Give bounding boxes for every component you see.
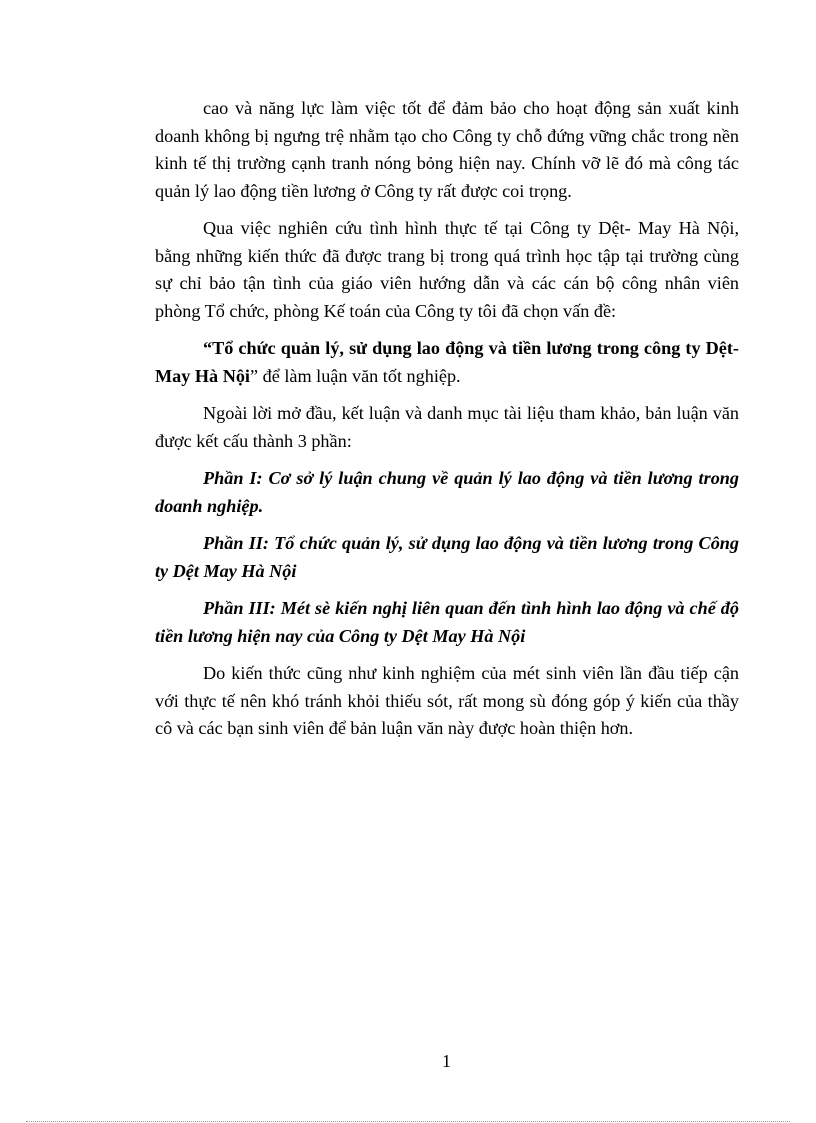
paragraph-intro-continuation: cao và năng lực làm việc tốt để đảm bảo cho hoạt động sản xuất kinh doanh không bị ngưng trệ nhằm tạo cho Công ty chỗ đứng vững chắc trong nền kinh tế thị trường cạnh tranh nóng bỏng hiện nay. Chính vỡ lẽ đó mà công tác quản lý lao động tiền lương ở Công ty rất được coi trọng.: [155, 98, 739, 201]
paragraph-closing-remarks: Do kiến thức cũng như kinh nghiệm của mét sinh viên lần đầu tiếp cận với thực tế nên khó tránh khỏi thiếu sót, rất mong sù đóng góp ý kiến của thầy cô và các bạn sinh viên để bản luận văn này được hoàn thiện hơn.: [155, 663, 739, 738]
part-three-heading: Phần III: Mét sè kiến nghị liên quan đến tình hình lao động và chế độ tiền lương hiện nay của Công ty Dệt May Hà Nội: [155, 598, 739, 646]
paragraph-thesis-topic: [155, 335, 739, 390]
document-body: [155, 95, 739, 753]
thesis-topic-title: “Tổ chức quản lý, sử dụng lao động và tiền lương trong công ty Dệt- May Hà Nội: [155, 338, 739, 386]
paragraph-structure-intro: Ngoài lời mở đầu, kết luận và danh mục tài liệu tham khảo, bản luận văn được kết cấu thành 3 phần:: [155, 403, 739, 451]
thesis-topic-tail: ” để làm luận văn tốt nghiệp.: [249, 365, 461, 386]
page-number: 1: [442, 1051, 451, 1071]
part-one-heading: Phần I: Cơ sở lý luận chung về quản lý lao động và tiền lương trong doanh nghiệp.: [155, 468, 739, 516]
part-two-heading: Phần II: Tổ chức quản lý, sử dụng lao động và tiền lương trong Công ty Dệt May Hà Nội: [155, 533, 739, 581]
paragraph-research-context: Qua việc nghiên cứu tình hình thực tế tại Công ty Dệt- May Hà Nội, bằng những kiến thức đã được trang bị trong quá trình học tập tại trường cùng sự chỉ bảo tận tình của giáo viên hướng dẫn và các cán bộ công nhân viên phòng Tổ chức, phòng Kế toán của Công ty tôi đã chọn vấn đề:: [155, 218, 739, 321]
page-bottom-divider: [26, 1121, 790, 1122]
